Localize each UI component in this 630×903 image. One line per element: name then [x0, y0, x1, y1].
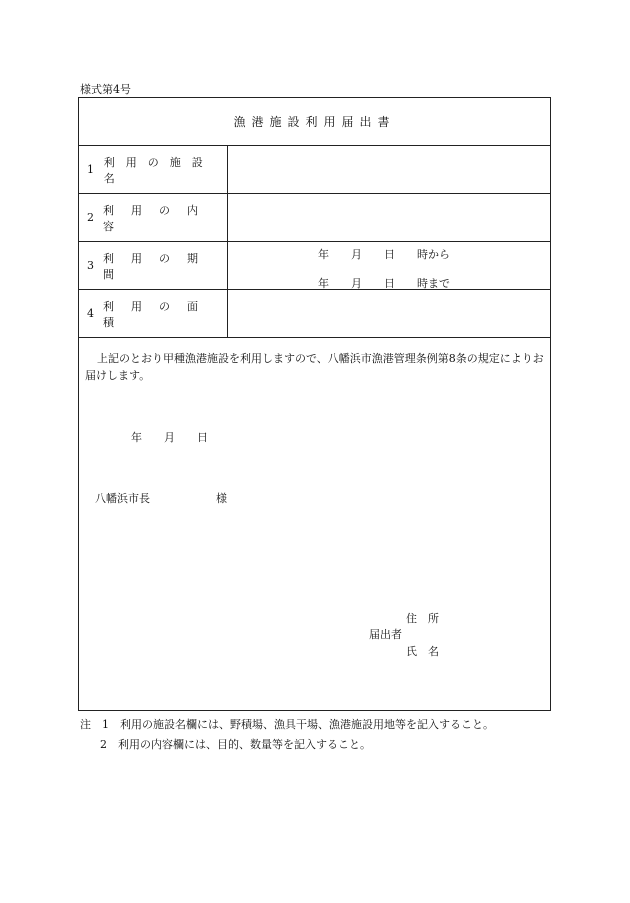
row-label — [79, 290, 228, 337]
row-label-text: 利用の施設名 — [103, 155, 214, 185]
period-to: 年 月 日 時まで — [318, 277, 450, 290]
addressee: 八幡浜市長 様 — [95, 492, 227, 505]
row-label — [79, 146, 228, 193]
row-number: 2 — [87, 211, 94, 224]
row-label-text: 利用の内容 — [102, 203, 215, 233]
usage-area-field[interactable] — [228, 290, 550, 337]
note-1: 注 1 利用の施設名欄には、野積場、漁具干場、漁港施設用地等を記入すること。 — [80, 718, 494, 731]
row-usage-area — [79, 290, 550, 338]
row-label — [79, 242, 228, 289]
form-title: 漁港施設利用届出書 — [79, 98, 550, 146]
row-label-text: 利用の期間 — [102, 251, 215, 281]
form-number: 様式第4号 — [80, 83, 131, 96]
period-from: 年 月 日 時から — [318, 248, 450, 261]
submission-date: 年 月 日 — [131, 431, 208, 444]
notifier-label: 届出者 — [369, 628, 402, 641]
usage-content-field[interactable] — [228, 194, 550, 241]
declaration-statement: 上記のとおり甲種漁港施設を利用しますので、八幡浜市漁港管理条例第8条の規定によりお届けします。 — [85, 352, 544, 382]
row-number: 1 — [87, 163, 94, 176]
usage-period-field[interactable] — [228, 242, 550, 289]
row-usage-content — [79, 194, 550, 242]
row-label-text: 利用の面積 — [102, 299, 215, 329]
note-2: 2 利用の内容欄には、目的、数量等を記入すること。 — [100, 738, 371, 751]
name-label: 氏 名 — [406, 645, 439, 658]
facility-name-field[interactable] — [228, 146, 550, 193]
row-number: 4 — [87, 307, 94, 320]
application-form — [78, 97, 551, 711]
address-label: 住 所 — [406, 612, 439, 625]
declaration-section — [79, 338, 550, 710]
row-label — [79, 194, 228, 241]
row-facility-name — [79, 146, 550, 194]
row-number: 3 — [87, 259, 94, 272]
row-usage-period — [79, 242, 550, 290]
